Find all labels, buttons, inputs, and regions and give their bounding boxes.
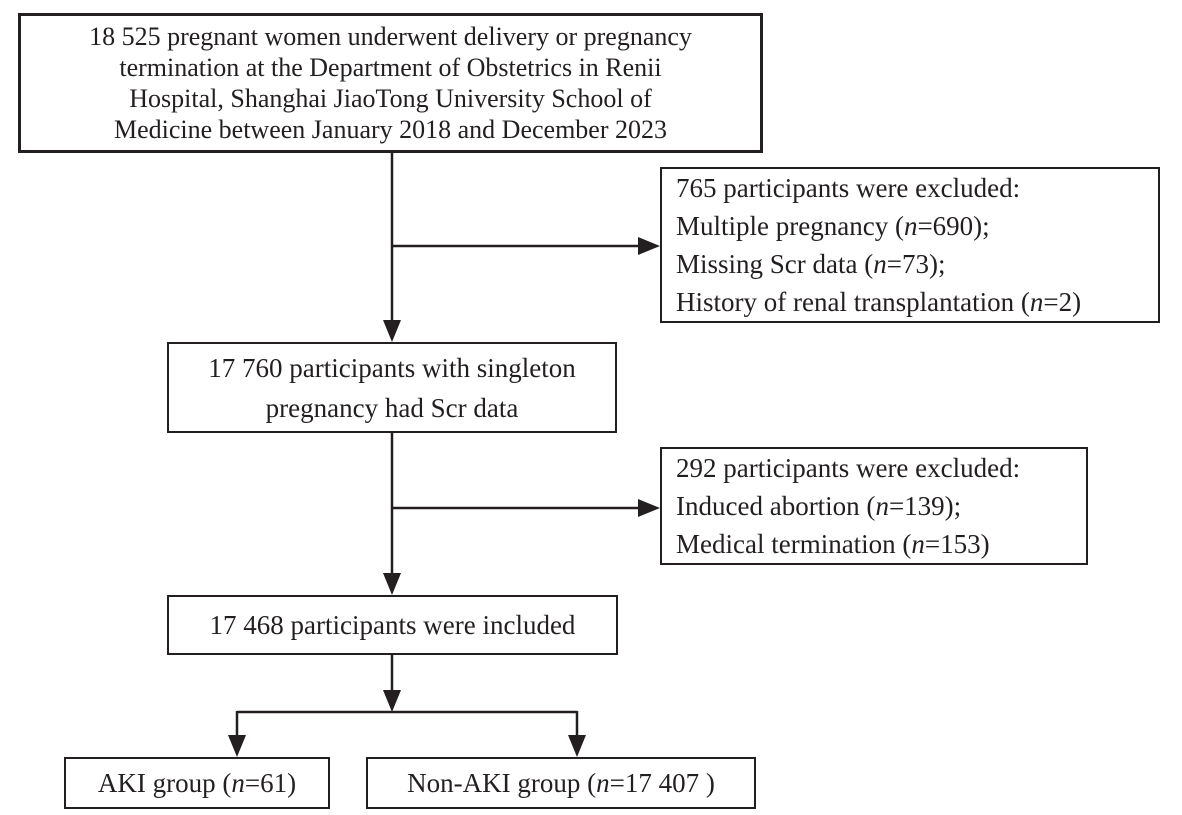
text-line: 18 525 pregnant women underwent delivery or pregnancy bbox=[89, 22, 692, 51]
arrowhead-right-icon bbox=[638, 499, 660, 517]
arrowhead-down-icon bbox=[568, 735, 586, 757]
text-line: AKI group (n=61) bbox=[97, 767, 297, 798]
text-line: Multiple pregnancy (n=690); bbox=[676, 211, 990, 241]
arrowhead-down-icon bbox=[383, 690, 401, 712]
connector-split-to-aki bbox=[228, 711, 246, 757]
connector-enrollment-to-singleton bbox=[383, 153, 401, 342]
text-line: 292 participants were excluded: bbox=[676, 453, 1021, 483]
box-exclusion-2 bbox=[660, 447, 1088, 565]
text-line: Non-AKI group (n=17 407 ) bbox=[407, 767, 715, 798]
text-line: 17 760 participants with singleton bbox=[208, 352, 576, 383]
text-line: Hospital, Shanghai JiaoTong University School of bbox=[129, 84, 652, 113]
text-line: pregnancy had Scr data bbox=[265, 392, 519, 423]
connector-included-to-split bbox=[383, 655, 401, 712]
box-non-aki-group bbox=[366, 757, 756, 809]
text-line: History of renal transplantation (n=2) bbox=[676, 287, 1082, 317]
text-line: termination at the Department of Obstetrics in Renii bbox=[119, 53, 662, 82]
box-exclusion-1 bbox=[660, 167, 1160, 323]
arrowhead-down-icon bbox=[228, 735, 246, 757]
text-line: Missing Scr data (n=73); bbox=[676, 249, 946, 279]
connector-branch-to-exclusion1 bbox=[392, 237, 660, 255]
box-singleton-pregnancy bbox=[167, 342, 617, 433]
connector-singleton-to-included bbox=[383, 433, 401, 595]
box-enrollment bbox=[18, 13, 763, 153]
text-line: Medicine between January 2018 and December 2023 bbox=[113, 115, 668, 144]
connector-branch-to-exclusion2 bbox=[392, 499, 660, 517]
text-line: Induced abortion (n=139); bbox=[676, 491, 962, 521]
connector-split-to-nonaki bbox=[568, 711, 586, 757]
arrowhead-right-icon bbox=[638, 237, 660, 255]
text-line: Medical termination (n=153) bbox=[676, 529, 990, 559]
arrowhead-down-icon bbox=[383, 320, 401, 342]
box-aki-group bbox=[64, 757, 330, 809]
box-included bbox=[167, 595, 618, 655]
text-line: 765 participants were excluded: bbox=[676, 173, 1021, 203]
arrowhead-down-icon bbox=[383, 573, 401, 595]
text-line: 17 468 participants were included bbox=[209, 609, 576, 640]
